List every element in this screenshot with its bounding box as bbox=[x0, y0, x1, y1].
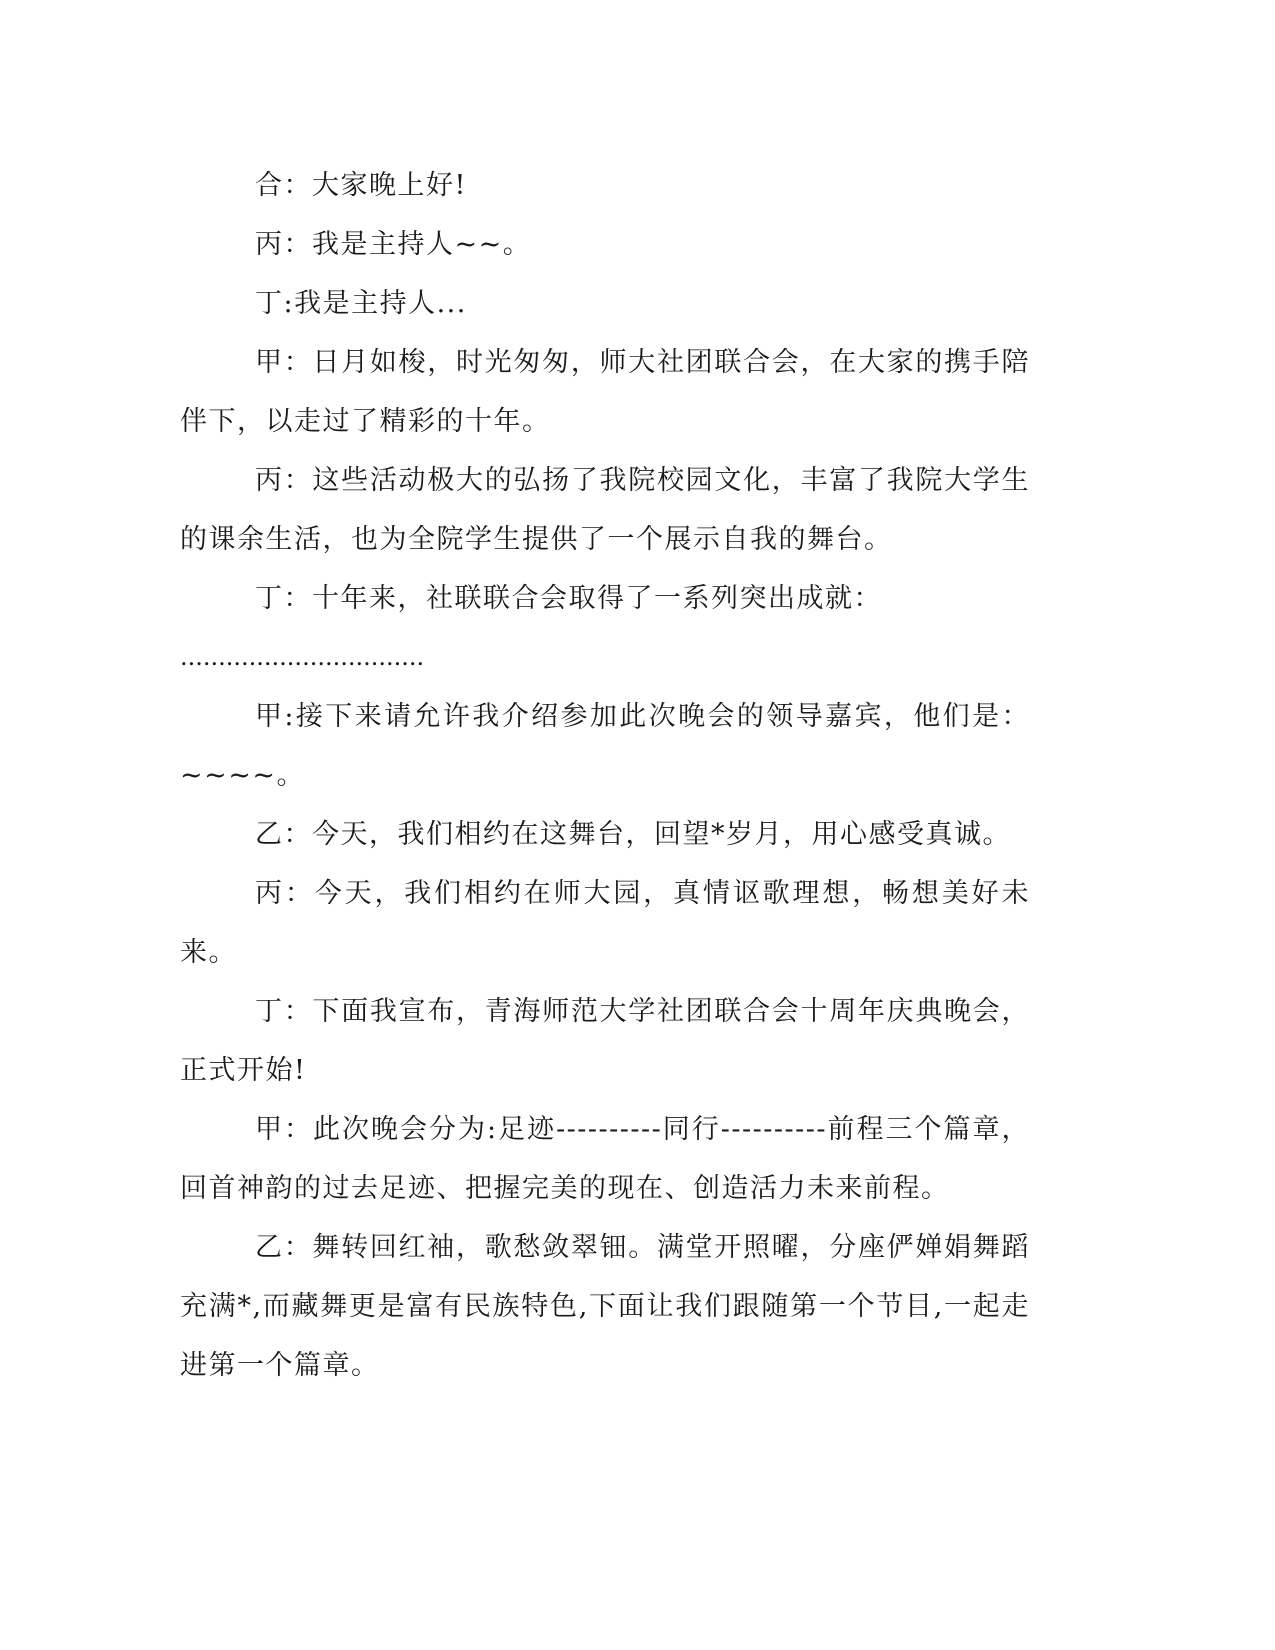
paragraph-host-bing-intro: 丙：我是主持人~~。 bbox=[255, 229, 532, 260]
paragraph-jia-chapters: 甲：此次晚会分为:足迹----------同行----------前程三个篇章，回首神韵的过去足迹、把握完美的现在、创造活力未来前程。 bbox=[180, 1114, 1030, 1204]
paragraph-greeting: 合：大家晚上好! bbox=[255, 170, 467, 201]
paragraph-yi-today: 乙：今天，我们相约在这舞台，回望*岁月，用心感受真诚。 bbox=[255, 819, 1011, 850]
paragraph-ding-achievements: 丁：十年来，社联联合会取得了一系列突出成就： bbox=[255, 583, 882, 614]
paragraph-jia-guests: 甲:接下来请允许我介绍参加此次晚会的领导嘉宾，他们是：~~~~。 bbox=[180, 701, 1030, 791]
paragraph-yi-dance: 乙：舞转回红袖，歌愁敛翠钿。满堂开照曜，分座俨婵娟舞蹈充满*,而藏舞更是富有民族特色,下面让我们跟随第一个节目,一起走进第一个篇章。 bbox=[180, 1232, 1030, 1381]
paragraph-bing-activities: 丙：这些活动极大的弘扬了我院校园文化，丰富了我院大学生的课余生活，也为全院学生提供了一个展示自我的舞台。 bbox=[180, 465, 1030, 555]
document-body bbox=[180, 156, 1030, 1395]
paragraph-host-ding-intro: 丁:我是主持人... bbox=[255, 288, 467, 319]
paragraph-bing-today: 丙：今天，我们相约在师大园，真情讴歌理想，畅想美好未来。 bbox=[180, 878, 1030, 968]
paragraph-jia-opening: 甲：日月如梭，时光匆匆，师大社团联合会，在大家的携手陪伴下，以走过了精彩的十年。 bbox=[180, 347, 1030, 437]
paragraph-ellipsis-line: ................................ bbox=[180, 643, 425, 671]
paragraph-ding-announce: 丁：下面我宣布，青海师范大学社团联合会十周年庆典晚会，正式开始! bbox=[180, 996, 1030, 1086]
